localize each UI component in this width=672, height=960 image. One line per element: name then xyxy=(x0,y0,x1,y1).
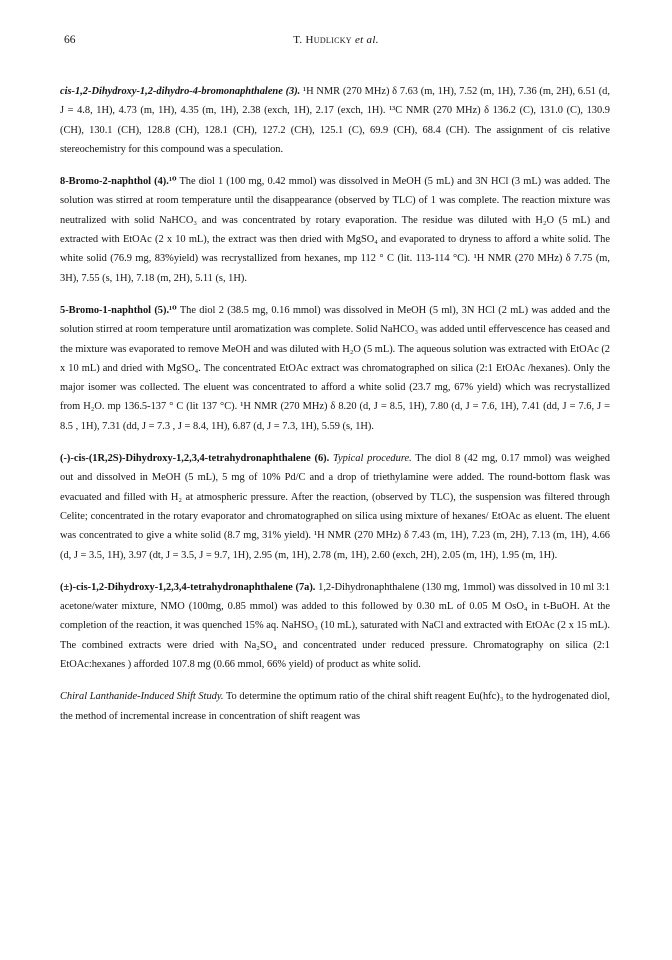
article-body xyxy=(60,82,610,739)
paragraph-text: To determine the optimum ratio of the chiral shift reagent Eu(hfc)₃ to the hydrogenated diol, the method of incremental increase in concentration of shift reagent was xyxy=(60,691,610,722)
running-head-author: T. Hudlicky xyxy=(293,34,352,46)
paragraph-title: (-)-cis-(1R,2S)-Dihydroxy-1,2,3,4-tetrahydronaphthalene (6). xyxy=(60,453,330,465)
paragraph-text: The diol 1 (100 mg, 0.42 mmol) was dissolved in MeOH (5 mL) and 3N HCl (3 mL) was added. The solution was stirred at room temperature until the disappearance (observed by TLC) of 1 was complete. The reaction mixture was neutralized with solid NaHCO₃ and was concentrated by rotary evaporation. The residue was diluted with H₂O (5 mL) and extracted with EtOAc (2 x 10 mL), the extract was then dried with MgSO₄ and evaporated to dryness to afford a white solid. The white solid (76.9 mg, 83%yield) was recrystallized from hexanes, mp 112 ° C (lit. 113-114 °C). ¹H NMR (270 MHz) δ 7.75 (m, 3H), 7.55 (s, 1H), 7.18 (m, 2H), 5.11 (s, 1H). xyxy=(60,176,610,284)
paragraph-text: The diol 8 (42 mg, 0.17 mmol) was weighed out and dissolved in MeOH (5 mL), 5 mg of 10% Pd/C and a drop of triethylamine were added. The round-bottom flask was evacuated and filled with H₂ at atmospheric pressure. After the reaction, (observed by TLC), the suspension was filtered through Celite; concentrated in the rotary evaporator and chromatographed on silica using mixture of hexanes/ EtOAc as eluent. The eluent was concentrated to give a white solid (8.7 mg, 31% yield). ¹H NMR (270 MHz) δ 7.43 (m, 1H), 7.23 (m, 2H), 7.13 (m, 1H), 4.66 (d, J = 3.5, 1H), 3.97 (dt, J = 3.5, J = 9.7, 1H), 2.95 (m, 1H), 2.78 (m, 1H), 2.60 (exch, 2H), 2.05 (m, 1H), 1.95 (m, 1H). xyxy=(60,453,610,561)
paragraph-title: cis-1,2-Dihydroxy-1,2-dihydro-4-bromonaphthalene (3). xyxy=(60,86,301,97)
paragraph-shift-study xyxy=(60,687,610,726)
paragraph-procedure-label: Typical procedure. xyxy=(332,453,412,465)
page-number: 66 xyxy=(64,34,76,46)
paragraph-text: The diol 2 (38.5 mg, 0.16 mmol) was dissolved in MeOH (5 ml), 3N HCl (2 mL) was added and the solution stirred at room temperature until aromatization was complete. Solid NaHCO₃ was added until effervescence has ceased and the mixture was evaporated to remove MeOH and was diluted with H₂O (5 mL). The aqueous solution was extracted with EtOAc (2 x 10 mL) and dried with MgSO₄. The concentrated EtOAc extract was chromatographed on silica (2:1 EtOAc /hexanes). Only the major isomer was collected. The eluent was concentrated to afford a white solid (23.7 mg, 67% yield) which was recrystallized from H₂O. mp 136.5-137 ° C (lit 137 °C). ¹H NMR (270 MHz) δ 8.20 (d, J = 8.5, 1H), 7.80 (d, J = 7.6, 1H), 7.41 (dd, J = 7.6, J = 8.5 , 1H), 7.31 (dd, J = 7.3 , J = 8.4, 1H), 6.87 (d, J = 7.3, 1H), 5.59 (s, 1H). xyxy=(60,304,610,432)
paragraph-compound-6 xyxy=(60,449,610,565)
paragraph-compound-4 xyxy=(60,172,610,288)
running-head-et-al: et al. xyxy=(354,34,379,46)
paragraph-text: 1,2-Dihydronaphthalene (130 mg, 1mmol) was dissolved in 10 ml 3:1 acetone/water mixture, NMO (100mg, 0.85 mmol) was added to this followed by 0.30 mL of 0.05 M OsO₄ in t-BuOH. At the completion of the reaction, it was quenched 15% aq. NaHSO₃ (10 mL), saturated with NaCl and extracted with EtOAc (2 x 15 mL). The combined extracts were dried with Na₂SO₄ and concentrated under reduced pressure. Chromatography on silica (2:1 EtOAc:hexanes ) afforded 107.8 mg (0.66 mmol, 66% yield) of product as white solid. xyxy=(60,581,610,671)
paragraph-compound-3 xyxy=(60,82,610,159)
paragraph-title: (±)-cis-1,2-Dihydroxy-1,2,3,4-tetrahydronaphthalene (7a). xyxy=(60,581,316,593)
paragraph-title: 8-Bromo-2-naphthol (4).¹⁰ xyxy=(60,176,177,188)
running-head xyxy=(64,34,608,46)
paragraph-text: ¹H NMR (270 MHz) δ 7.63 (m, 1H), 7.52 (m, 1H), 7.36 (m, 2H), 6.51 (d, J = 4.8, 1H), 4.73 (m, 1H), 4.35 (m, 1H), 2.38 (exch, 1H), 2.17 (exch, 1H). ¹³C NMR (270 MHz) δ 136.2 (C), 131.0 (C), 130.9 (CH), 130.1 (CH), 128.8 (CH), 128.1 (CH), 127.2 (CH), 125.1 (C), 69.9 (CH), 68.4 (CH). The assignment of cis relative stereochemistry for this compound was a speculation. xyxy=(60,86,610,155)
paragraph-title: 5-Bromo-1-naphthol (5).¹⁰ xyxy=(60,304,177,316)
page-header xyxy=(64,34,608,50)
paragraph-compound-5 xyxy=(60,301,610,436)
paragraph-compound-7a xyxy=(60,578,610,674)
paragraph-title: Chiral Lanthanide-Induced Shift Study. xyxy=(60,691,224,703)
